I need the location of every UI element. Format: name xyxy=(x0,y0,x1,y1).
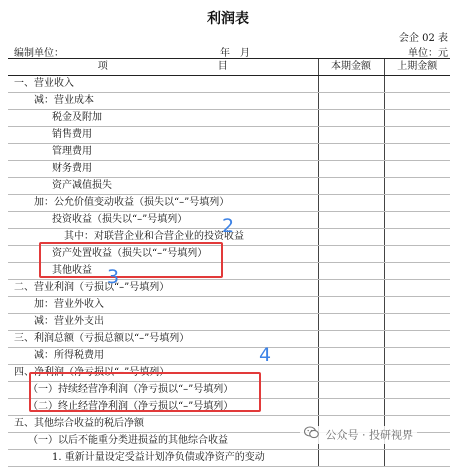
watermark xyxy=(300,426,417,444)
row-item-label: 管理费用 xyxy=(8,144,318,161)
annotation-mark-3: 3 xyxy=(107,266,120,288)
table-row xyxy=(8,110,450,127)
previous-amount-cell[interactable] xyxy=(384,263,450,280)
current-amount-cell[interactable] xyxy=(318,144,384,161)
unit-label: 单位：元 xyxy=(408,48,448,59)
current-amount-cell[interactable] xyxy=(318,263,384,280)
current-amount-cell[interactable] xyxy=(318,212,384,229)
column-header-previous: 上期金额 xyxy=(384,59,450,76)
entity-label: 编制单位： xyxy=(14,48,64,59)
row-item-label: 财务费用 xyxy=(8,161,318,178)
current-amount-cell[interactable] xyxy=(318,110,384,127)
row-item-label: 二、营业利润（亏损以“–”号填列） xyxy=(8,280,318,297)
row-item-label: 资产减值损失 xyxy=(8,178,318,195)
current-amount-cell[interactable] xyxy=(318,246,384,263)
row-item-label: 其中：对联营企业和合营企业的投资收益 xyxy=(8,229,318,246)
table-row xyxy=(8,450,450,467)
watermark-text: 公众号 · 投研视界 xyxy=(325,428,413,442)
table-row xyxy=(8,178,450,195)
row-item-label: 其他收益 xyxy=(8,263,318,280)
previous-amount-cell[interactable] xyxy=(384,399,450,416)
table-row xyxy=(8,161,450,178)
previous-amount-cell[interactable] xyxy=(384,229,450,246)
current-amount-cell[interactable] xyxy=(318,399,384,416)
previous-amount-cell[interactable] xyxy=(384,331,450,348)
current-amount-cell[interactable] xyxy=(318,178,384,195)
row-item-label: 资产处置收益（损失以“–”号填列） xyxy=(8,246,318,263)
row-item-label: （一）以后不能重分类进损益的其他综合收益 xyxy=(8,433,318,450)
row-item-label: 减：所得税费用 xyxy=(8,348,318,365)
current-amount-cell[interactable] xyxy=(318,331,384,348)
previous-amount-cell[interactable] xyxy=(384,195,450,212)
table-row xyxy=(8,144,450,161)
previous-amount-cell[interactable] xyxy=(384,246,450,263)
row-item-label: 五、其他综合收益的税后净额 xyxy=(8,416,318,433)
current-amount-cell[interactable] xyxy=(318,280,384,297)
table-header-row xyxy=(8,59,450,76)
previous-amount-cell[interactable] xyxy=(384,450,450,467)
current-amount-cell[interactable] xyxy=(318,161,384,178)
row-item-label: 销售费用 xyxy=(8,127,318,144)
column-header-current: 本期金额 xyxy=(318,59,384,76)
current-amount-cell[interactable] xyxy=(318,348,384,365)
row-item-label: 投资收益（损失以“–”号填列） xyxy=(8,212,318,229)
previous-amount-cell[interactable] xyxy=(384,178,450,195)
row-item-label: 四、净利润（净亏损以“–”号填列） xyxy=(8,365,318,382)
table-row xyxy=(8,348,450,365)
previous-amount-cell[interactable] xyxy=(384,314,450,331)
previous-amount-cell[interactable] xyxy=(384,297,450,314)
row-item-label: 一、营业收入 xyxy=(8,76,318,93)
statement-meta-row xyxy=(0,44,456,58)
previous-amount-cell[interactable] xyxy=(384,280,450,297)
table-row xyxy=(8,76,450,93)
highlight-box-net-profit-split xyxy=(29,372,261,412)
table-row xyxy=(8,195,450,212)
wechat-icon xyxy=(304,426,319,445)
table-row xyxy=(8,331,450,348)
current-amount-cell[interactable] xyxy=(318,76,384,93)
previous-amount-cell[interactable] xyxy=(384,348,450,365)
previous-amount-cell[interactable] xyxy=(384,76,450,93)
table-row xyxy=(8,93,450,110)
table-row xyxy=(8,127,450,144)
statement-title: 利润表 xyxy=(207,11,249,27)
previous-amount-cell[interactable] xyxy=(384,365,450,382)
annotation-mark-2: 2 xyxy=(222,215,235,237)
row-item-label: 减：营业外支出 xyxy=(8,314,318,331)
table-row xyxy=(8,297,450,314)
highlight-box-disposal-other xyxy=(39,242,223,278)
previous-amount-cell[interactable] xyxy=(384,212,450,229)
period-label: ____年__月 xyxy=(200,48,250,59)
current-amount-cell[interactable] xyxy=(318,93,384,110)
column-header-item: 项 目 xyxy=(8,59,318,76)
current-amount-cell[interactable] xyxy=(318,365,384,382)
previous-amount-cell[interactable] xyxy=(384,144,450,161)
table-row xyxy=(8,314,450,331)
current-amount-cell[interactable] xyxy=(318,297,384,314)
row-item-label: 减：营业成本 xyxy=(8,93,318,110)
row-item-label: 加：营业外收入 xyxy=(8,297,318,314)
previous-amount-cell[interactable] xyxy=(384,127,450,144)
row-item-label: 三、利润总额（亏损总额以“–”号填列） xyxy=(8,331,318,348)
row-item-label: 1. 重新计量设定受益计划净负债或净资产的变动 xyxy=(8,450,318,467)
table-row xyxy=(8,280,450,297)
row-item-label: （一）持续经营净利润（净亏损以“–”号填列） xyxy=(8,382,318,399)
current-amount-cell[interactable] xyxy=(318,195,384,212)
current-amount-cell[interactable] xyxy=(318,229,384,246)
row-item-label: 加：公允价值变动收益（损失以“–”号填列） xyxy=(8,195,318,212)
row-item-label: 税金及附加 xyxy=(8,110,318,127)
previous-amount-cell[interactable] xyxy=(384,110,450,127)
row-item-label: （二）终止经营净利润（净亏损以“–”号填列） xyxy=(8,399,318,416)
current-amount-cell[interactable] xyxy=(318,314,384,331)
form-code: 会企 02 表 xyxy=(398,33,448,44)
previous-amount-cell[interactable] xyxy=(384,382,450,399)
annotation-mark-4: 4 xyxy=(259,344,272,366)
previous-amount-cell[interactable] xyxy=(384,93,450,110)
previous-amount-cell[interactable] xyxy=(384,161,450,178)
current-amount-cell[interactable] xyxy=(318,450,384,467)
current-amount-cell[interactable] xyxy=(318,382,384,399)
current-amount-cell[interactable] xyxy=(318,127,384,144)
